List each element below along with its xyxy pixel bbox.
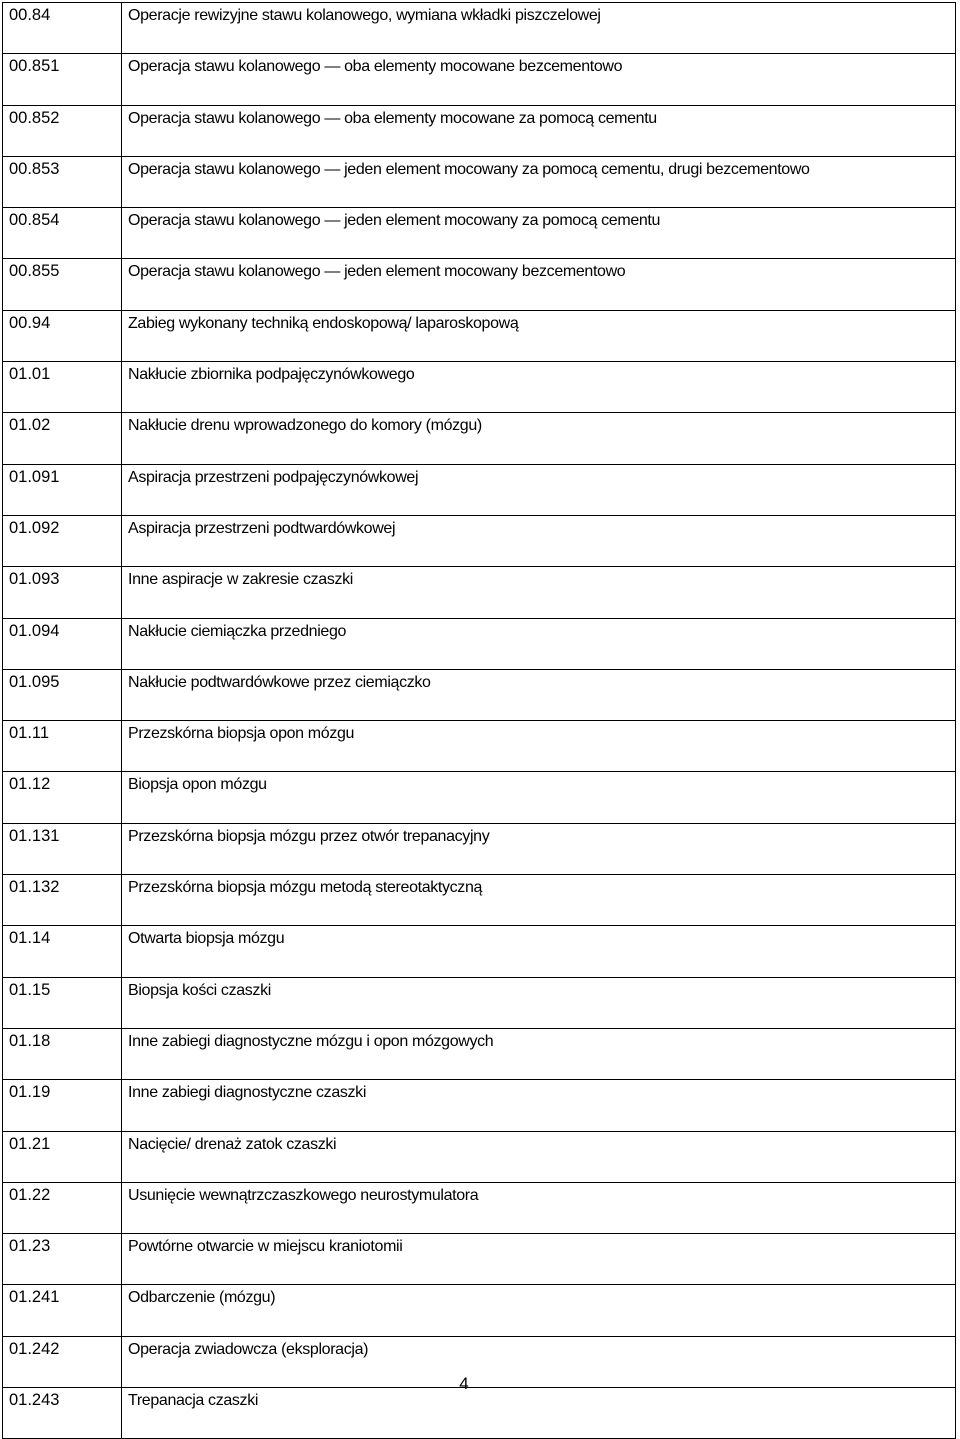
table-row [3, 926, 956, 977]
procedure-description: Nakłucie drenu wprowadzonego do komory (mózgu) [122, 413, 956, 464]
procedure-description: Nakłucie podtwardówkowe przez ciemiączko [122, 669, 956, 720]
procedure-description: Aspiracja przestrzeni podtwardówkowej [122, 515, 956, 566]
procedure-description: Otwarta biopsja mózgu [122, 926, 956, 977]
procedure-code: 01.19 [3, 1080, 122, 1131]
procedure-code: 01.14 [3, 926, 122, 977]
table-row [3, 567, 956, 618]
procedure-description: Operacja stawu kolanowego — oba elementy mocowane bezcementowo [122, 54, 956, 105]
table-row [3, 156, 956, 207]
table-row [3, 1028, 956, 1079]
table-row [3, 54, 956, 105]
procedure-code: 01.15 [3, 977, 122, 1028]
table-row [3, 1080, 956, 1131]
procedure-description: Operacje rewizyjne stawu kolanowego, wymiana wkładki piszczelowej [122, 3, 956, 54]
procedure-code: 01.095 [3, 669, 122, 720]
procedure-code: 01.093 [3, 567, 122, 618]
procedure-code: 01.132 [3, 875, 122, 926]
procedure-code: 01.22 [3, 1182, 122, 1233]
procedure-code: 01.01 [3, 362, 122, 413]
table-row [3, 259, 956, 310]
table-row [3, 823, 956, 874]
table-row [3, 1234, 956, 1285]
procedure-description: Aspiracja przestrzeni podpajęczynówkowej [122, 464, 956, 515]
procedure-description: Nacięcie/ drenaż zatok czaszki [122, 1131, 956, 1182]
procedure-code: 01.18 [3, 1028, 122, 1079]
procedure-code: 00.852 [3, 105, 122, 156]
procedure-code: 01.091 [3, 464, 122, 515]
table-row [3, 464, 956, 515]
procedure-description: Inne zabiegi diagnostyczne mózgu i opon mózgowych [122, 1028, 956, 1079]
procedure-description: Operacja stawu kolanowego — jeden element mocowany bezcementowo [122, 259, 956, 310]
procedure-description: Biopsja kości czaszki [122, 977, 956, 1028]
table-row [3, 1388, 956, 1439]
table-row [3, 208, 956, 259]
table-row [3, 1182, 956, 1233]
table-body [3, 3, 956, 1439]
page-number: 4 [459, 1374, 469, 1393]
procedure-description: Operacja stawu kolanowego — jeden element mocowany za pomocą cementu [122, 208, 956, 259]
procedure-code: 01.11 [3, 721, 122, 772]
procedure-code: 01.092 [3, 515, 122, 566]
table-row [3, 977, 956, 1028]
procedure-description: Inne zabiegi diagnostyczne czaszki [122, 1080, 956, 1131]
table-row [3, 669, 956, 720]
procedure-description: Operacja stawu kolanowego — jeden element mocowany za pomocą cementu, drugi bezcementowo [122, 156, 956, 207]
procedure-description: Nakłucie zbiornika podpajęczynówkowego [122, 362, 956, 413]
procedure-code: 00.851 [3, 54, 122, 105]
table-row [3, 413, 956, 464]
procedure-description: Biopsja opon mózgu [122, 772, 956, 823]
table-row [3, 362, 956, 413]
procedure-description: Przezskórna biopsja mózgu metodą stereotaktyczną [122, 875, 956, 926]
table-row [3, 772, 956, 823]
procedure-description: Trepanacja czaszki [122, 1388, 956, 1439]
procedure-code: 01.242 [3, 1336, 122, 1387]
procedure-description: Usunięcie wewnątrzczaszkowego neurostymulatora [122, 1182, 956, 1233]
procedure-code: 01.21 [3, 1131, 122, 1182]
table-row [3, 105, 956, 156]
table-row [3, 618, 956, 669]
procedure-code: 01.241 [3, 1285, 122, 1336]
procedure-description: Przezskórna biopsja opon mózgu [122, 721, 956, 772]
procedure-description: Przezskórna biopsja mózgu przez otwór trepanacyjny [122, 823, 956, 874]
procedure-description: Inne aspiracje w zakresie czaszki [122, 567, 956, 618]
procedure-code: 00.853 [3, 156, 122, 207]
procedure-code: 00.855 [3, 259, 122, 310]
procedure-code: 00.94 [3, 310, 122, 361]
table-row [3, 721, 956, 772]
table-row [3, 875, 956, 926]
procedure-code: 00.854 [3, 208, 122, 259]
procedure-code: 00.84 [3, 3, 122, 54]
table-row [3, 1131, 956, 1182]
table-row [3, 310, 956, 361]
table-row [3, 515, 956, 566]
procedure-description: Odbarczenie (mózgu) [122, 1285, 956, 1336]
procedure-description: Powtórne otwarcie w miejscu kraniotomii [122, 1234, 956, 1285]
procedure-code: 01.12 [3, 772, 122, 823]
procedure-description: Nakłucie ciemiączka przedniego [122, 618, 956, 669]
procedure-code: 01.23 [3, 1234, 122, 1285]
procedure-code: 01.02 [3, 413, 122, 464]
table-row [3, 3, 956, 54]
table-row [3, 1285, 956, 1336]
procedure-code: 01.094 [3, 618, 122, 669]
procedure-code: 01.243 [3, 1388, 122, 1439]
procedure-description: Operacja zwiadowcza (eksploracja) [122, 1336, 956, 1387]
procedure-description: Operacja stawu kolanowego — oba elementy mocowane za pomocą cementu [122, 105, 956, 156]
procedure-code-table [2, 2, 956, 1439]
procedure-description: Zabieg wykonany techniką endoskopową/ laparoskopową [122, 310, 956, 361]
procedure-code: 01.131 [3, 823, 122, 874]
